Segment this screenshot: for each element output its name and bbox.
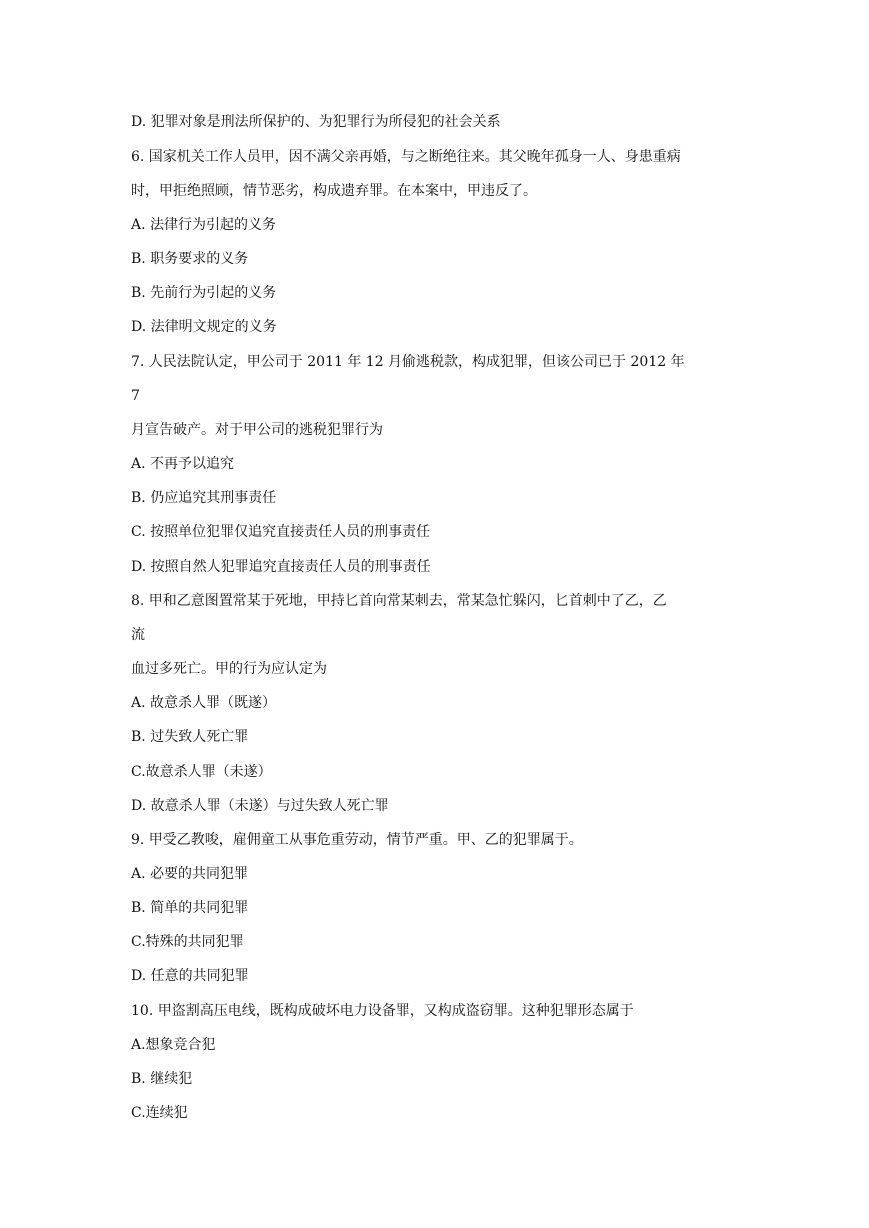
question-6-line-1: 6. 国家机关工作人员甲，因不满父亲再婚，与之断绝往来。其父晚年孤身一人、身患重病	[131, 149, 681, 165]
question-6-line-2: 时，甲拒绝照顾，情节恶劣，构成遗弃罪。在本案中，甲违反了。	[131, 183, 537, 199]
option-d-q6: D. 法律明文规定的义务	[131, 319, 277, 335]
option-d-q5: D. 犯罪对象是刑法所保护的、为犯罪行为所侵犯的社会关系	[131, 114, 501, 130]
option-d-q7: D. 按照自然人犯罪追究直接责任人员的刑事责任	[131, 559, 431, 575]
option-a-q8: A. 故意杀人罪（既遂）	[131, 695, 277, 711]
option-c-q10: C.连续犯	[131, 1105, 188, 1121]
option-c-q7: C. 按照单位犯罪仅追究直接责任人员的刑事责任	[131, 524, 431, 540]
option-b-q6: B. 职务要求的义务	[131, 251, 249, 267]
question-10: 10. 甲盗割高压电线，既构成破坏电力设备罪，又构成盗窃罪。这种犯罪形态属于	[131, 1003, 634, 1019]
question-8-line-2: 流	[131, 627, 145, 643]
option-b-q7: B. 仍应追究其刑事责任	[131, 490, 277, 506]
option-b2-q6: B. 先前行为引起的义务	[131, 285, 277, 301]
option-d-q8: D. 故意杀人罪（未遂）与过失致人死亡罪	[131, 798, 389, 814]
option-c-q8: C.故意杀人罪（未遂）	[131, 764, 272, 780]
option-b-q9: B. 简单的共同犯罪	[131, 900, 249, 916]
question-7-line-2: 7	[131, 388, 140, 404]
question-8-line-3: 血过多死亡。甲的行为应认定为	[131, 661, 327, 677]
option-b-q8: B. 过失致人死亡罪	[131, 729, 249, 745]
question-7-line-1: 7. 人民法院认定，甲公司于 2011 年 12 月偷逃税款，构成犯罪，但该公司已于 2012 年	[131, 354, 685, 370]
question-9: 9. 甲受乙教唆，雇佣童工从事危重劳动，情节严重。甲、乙的犯罪属于。	[131, 832, 583, 848]
option-a-q7: A. 不再予以追究	[131, 456, 235, 472]
question-7-line-3: 月宣告破产。对于甲公司的逃税犯罪行为	[131, 422, 383, 438]
option-d-q9: D. 任意的共同犯罪	[131, 968, 249, 984]
option-b-q10: B. 继续犯	[131, 1071, 193, 1087]
option-a-q6: A. 法律行为引起的义务	[131, 217, 277, 233]
question-8-line-1: 8. 甲和乙意图置常某于死地，甲持匕首向常某刺去，常某急忙躲闪，匕首刺中了乙，乙	[131, 593, 667, 609]
option-a-q9: A. 必要的共同犯罪	[131, 866, 249, 882]
option-c-q9: C.特殊的共同犯罪	[131, 934, 244, 950]
option-a-q10: A.想象竞合犯	[131, 1037, 216, 1053]
